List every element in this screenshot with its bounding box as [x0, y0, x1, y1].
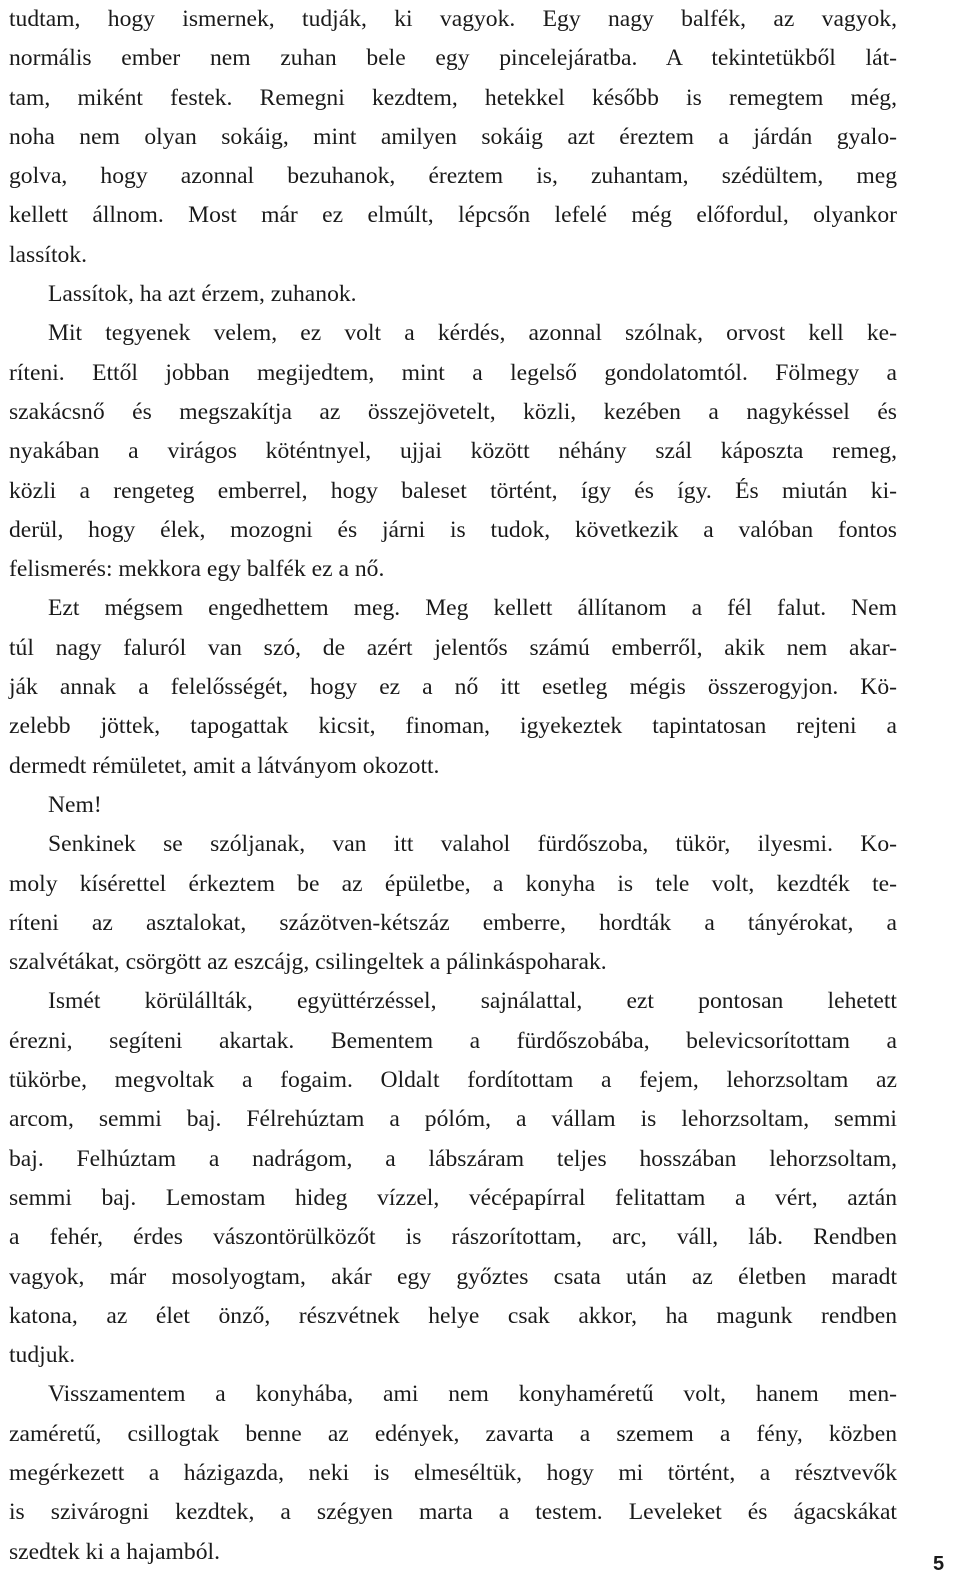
text-line: felismerés: mekkora egy balfék ez a nő.: [9, 556, 385, 583]
text-line: ják annak a felelősségét, hogy ez a nő itt esetleg mégis összerogyjon. Kö-: [9, 674, 897, 701]
text-line: kellett állnom. Most már ez elmúlt, lépcsőn lefelé még előfordul, olyankor: [9, 202, 897, 229]
text-line: Ezt mégsem engedhettem meg. Meg kellett állítanom a fél falut. Nem: [48, 595, 897, 622]
text-line: Mit tegyenek velem, ez volt a kérdés, azonnal szólnak, orvost kell ke-: [48, 320, 897, 347]
text-line: normális ember nem zuhan bele egy pincelejáratba. A tekintetükből lát-: [9, 45, 897, 72]
text-line: szalvétákat, csörgött az eszcájg, csilingeltek a pálinkáspoharak.: [9, 949, 607, 976]
text-line: szedtek ki a hajamból.: [9, 1538, 220, 1565]
text-line: túl nagy faluról van szó, de azért jelentős számú emberről, akik nem akar-: [9, 634, 897, 661]
text-line: dermedt rémületet, amit a látványom okozott.: [9, 752, 440, 779]
text-line: közli a rengeteg emberrel, hogy baleset történt, így és így. És miután ki-: [9, 477, 897, 504]
text-line: zelebb jöttek, tapogattak kicsit, finoman, igyekeztek tapintatosan rejteni a: [9, 713, 897, 740]
text-line: szakácsnő és megszakítja az összejövetelt, közli, kezében a nagykéssel és: [9, 398, 897, 425]
text-line: érezni, segíteni akartak. Bementem a fürdőszobába, belevicsorítottam a: [9, 1027, 897, 1054]
text-line: vagyok, már mosolyogtam, akár egy győztes csata után az életben maradt: [9, 1263, 897, 1290]
text-line: moly kísérettel érkeztem be az épületbe, a konyha is tele volt, kezdték te-: [9, 870, 897, 897]
text-line: Senkinek se szóljanak, van itt valahol fürdőszoba, tükör, ilyesmi. Ko-: [48, 831, 897, 858]
text-line: megérkezett a házigazda, neki is elmeséltük, hogy mi történt, a résztvevők: [9, 1459, 897, 1486]
text-line: nyakában a virágos köténtnyel, ujjai között néhány szál káposzta remeg,: [9, 438, 897, 465]
body-text: [9, 0, 897, 1572]
text-line: tükörbe, megvoltak a fogaim. Oldalt fordítottam a fejem, lehorzsoltam az: [9, 1067, 897, 1094]
text-line: golva, hogy azonnal bezuhanok, éreztem is, zuhantam, szédültem, meg: [9, 163, 897, 190]
text-line: tam, miként festek. Remegni kezdtem, hetekkel később is remegtem még,: [9, 84, 897, 111]
text-line: katona, az élet önző, részvétnek helye csak akkor, ha magunk rendben: [9, 1302, 897, 1329]
text-line: ríteni az asztalokat, százötven-kétszáz emberre, hordták a tányérokat, a: [9, 909, 897, 936]
text-line: tudtam, hogy ismernek, tudják, ki vagyok. Egy nagy balfék, az vagyok,: [9, 6, 897, 32]
text-line: zaméretű, csillogtak benne az edények, zavarta a szemem a fény, közben: [9, 1420, 897, 1447]
text-line: Lassítok, ha azt érzem, zuhanok.: [48, 281, 357, 308]
text-line: lassítok.: [9, 241, 87, 268]
text-line: tudjuk.: [9, 1342, 76, 1369]
text-line: Visszamentem a konyhába, ami nem konyhaméretű volt, hanem men-: [48, 1381, 897, 1408]
text-line: Ismét körülállták, együttérzéssel, sajnálattal, ezt pontosan lehetett: [48, 988, 897, 1015]
page-number: 5: [933, 1553, 945, 1575]
text-line: is szivárogni kezdtek, a szégyen marta a testem. Leveleket és ágacskákat: [9, 1499, 897, 1526]
text-line: ríteni. Ettől jobban megijedtem, mint a legelső gondolatomtól. Fölmegy a: [9, 359, 897, 386]
text-line: arcom, semmi baj. Félrehúztam a pólóm, a vállam is lehorzsoltam, semmi: [9, 1106, 897, 1133]
text-line: derül, hogy élek, mozogni és járni is tudok, következik a valóban fontos: [9, 516, 897, 543]
text-line: semmi baj. Lemostam hideg vízzel, vécépapírral felitattam a vért, aztán: [9, 1184, 897, 1211]
text-line: a fehér, érdes vászontörülközőt is rászorítottam, arc, váll, láb. Rendben: [9, 1224, 897, 1251]
text-line: noha nem olyan sokáig, mint amilyen sokáig azt éreztem a járdán gyalo-: [9, 123, 897, 150]
text-line: Nem!: [48, 791, 102, 818]
text-line: baj. Felhúztam a nadrágom, a lábszáram teljes hosszában lehorzsoltam,: [9, 1145, 897, 1172]
